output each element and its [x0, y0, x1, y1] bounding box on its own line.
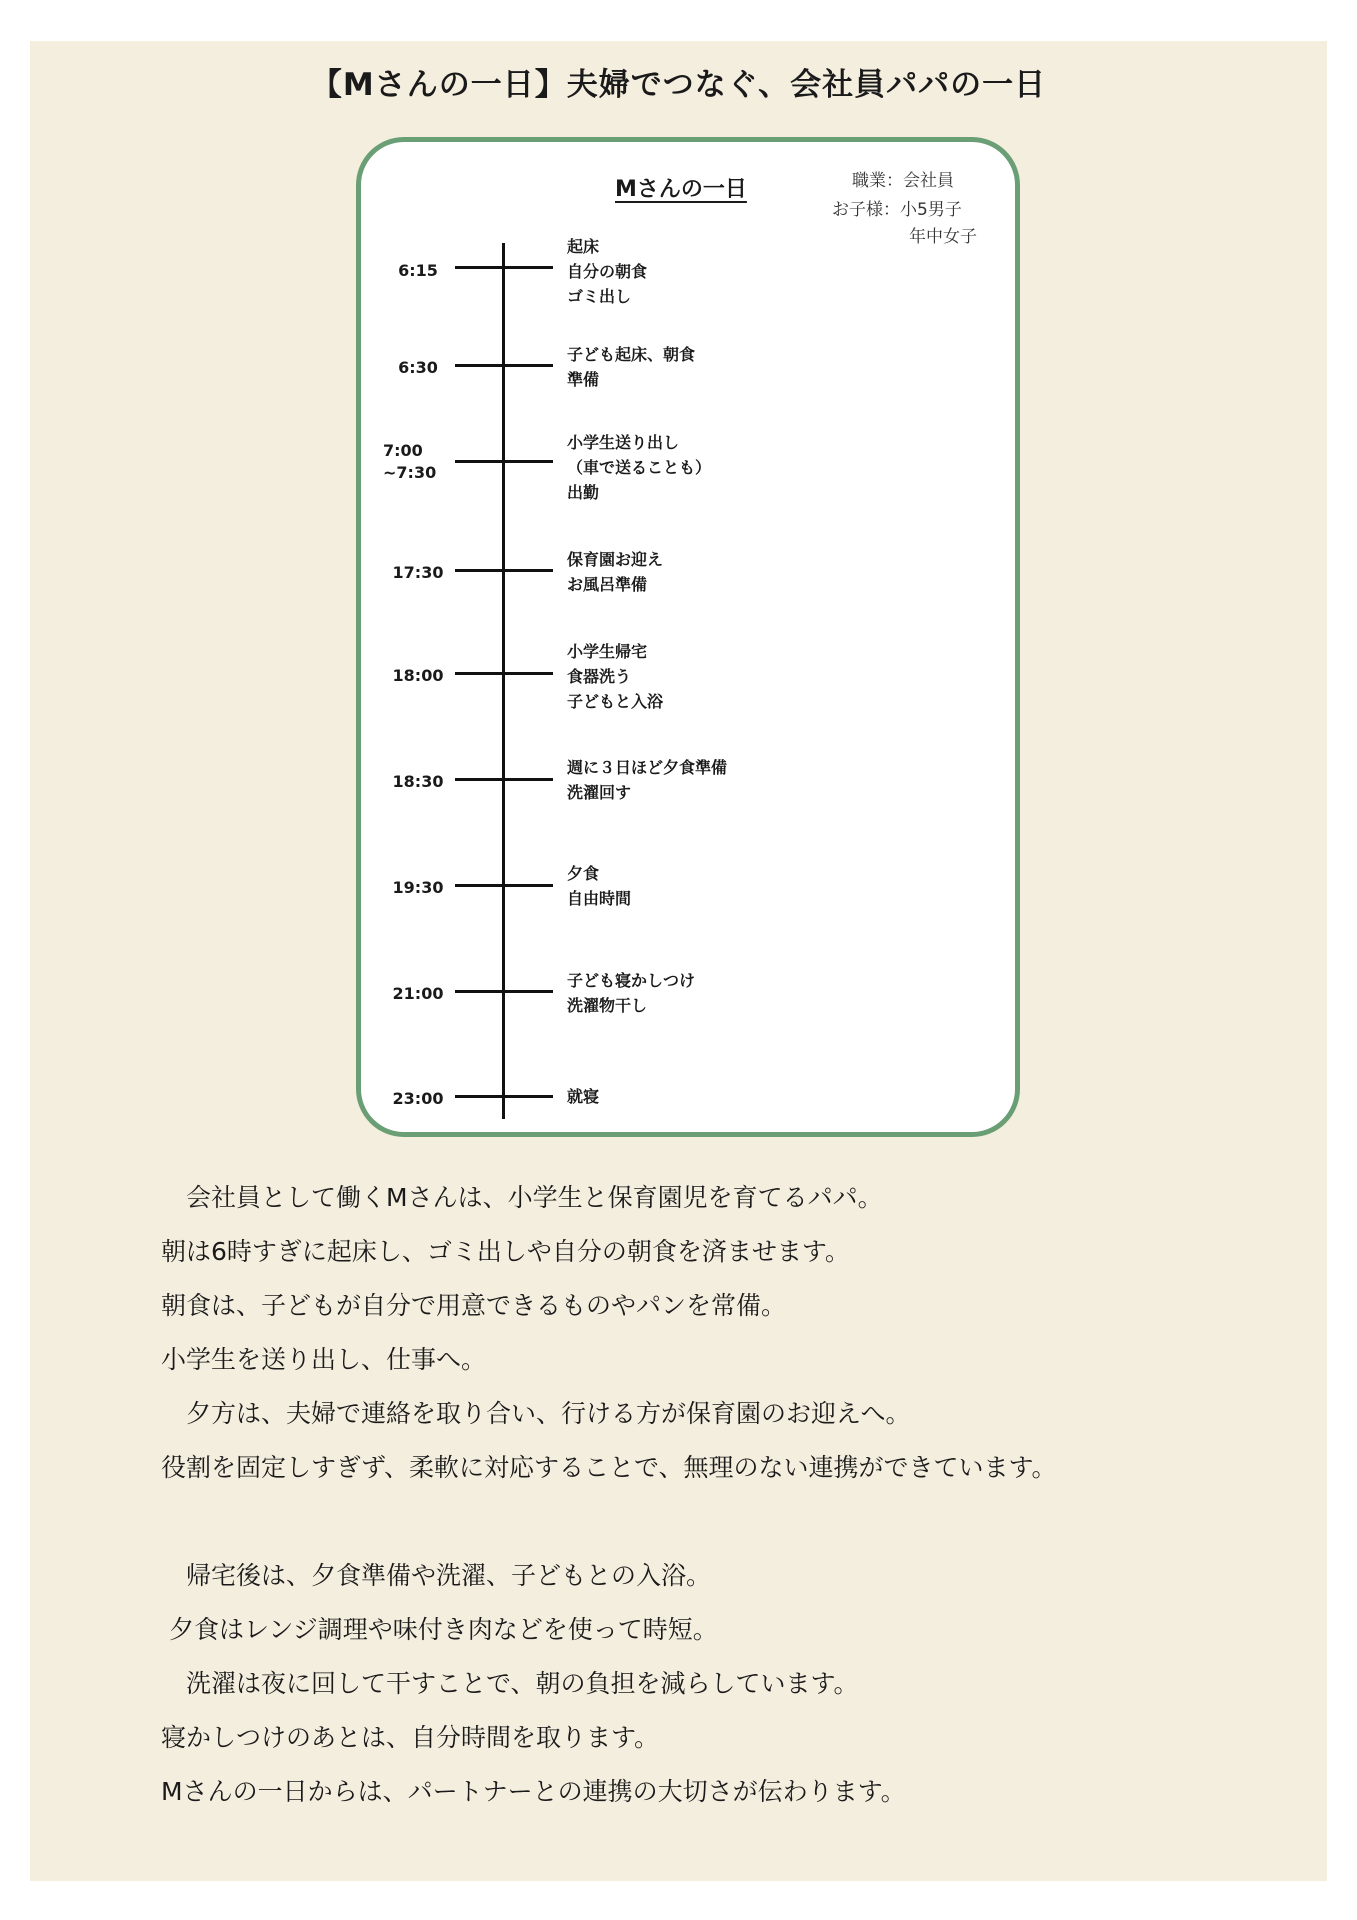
timeline-tick — [455, 364, 553, 367]
paragraph-line: 寝かしつけのあとは、自分時間を取ります。 — [161, 1723, 660, 1752]
timeline-tick — [455, 460, 553, 463]
children-label-2: 年中女子 — [909, 227, 977, 247]
page — [30, 41, 1327, 1881]
timeline-time: 18:30 — [392, 772, 444, 791]
paragraph-line: 朝食は、子どもが自分で用意できるものやパンを常備。 — [161, 1291, 787, 1320]
timeline-time: 6:15 — [398, 261, 438, 280]
timeline-activity: 小学生送り出し （車で送ることも） 出勤 — [567, 433, 712, 502]
paragraph-line: 小学生を送り出し、仕事へ。 — [161, 1345, 487, 1374]
paragraph-line: 夕方は、夫婦で連絡を取り合い、行ける方が保育園のお迎えへ。 — [161, 1399, 911, 1428]
timeline-activity: 保育園お迎え お風呂準備 — [567, 550, 664, 594]
timeline-activity: 子ども寝かしつけ 洗濯物干し — [567, 971, 696, 1015]
children-label: お子様：小5男子 — [832, 200, 962, 220]
timeline-tick — [455, 1095, 553, 1098]
page-title: 【Mさんの一日】夫婦でつなぐ、会社員パパの一日 — [310, 67, 1047, 103]
paragraph-line: Mさんの一日からは、パートナーとの連携の大切さが伝わります。 — [161, 1777, 906, 1806]
paragraph-line: 役割を固定しすぎず、柔軟に対応することで、無理のない連携ができています。 — [161, 1453, 1057, 1482]
paragraph-line: 夕食はレンジ調理や味付き肉などを使って時短。 — [161, 1615, 718, 1644]
timeline-time: 23:00 — [392, 1089, 444, 1108]
timeline-time: 7:00 ~7:30 — [383, 441, 437, 482]
schedule-card — [356, 137, 1020, 1137]
timeline-tick — [455, 569, 553, 572]
timeline-axis — [502, 243, 505, 1119]
timeline-time: 6:30 — [398, 358, 438, 377]
paragraph-line — [161, 1495, 1261, 1549]
timeline-time: 18:00 — [392, 666, 444, 685]
timeline-activity: 夕食 自由時間 — [567, 864, 632, 908]
timeline-activity: 週に３日ほど夕食準備 洗濯回す — [567, 758, 728, 802]
timeline-tick — [455, 266, 553, 269]
paragraph-line: 帰宅後は、夕食準備や洗濯、子どもとの入浴。 — [161, 1561, 712, 1590]
timeline-tick — [455, 884, 553, 887]
timeline-time: 19:30 — [392, 878, 444, 897]
timeline-activity: 小学生帰宅 食器洗う 子どもと入浴 — [567, 642, 664, 711]
paragraph-line: 朝は6時すぎに起床し、ゴミ出しや自分の朝食を済ませます。 — [161, 1237, 850, 1266]
timeline-activity: 起床 自分の朝食 ゴミ出し — [567, 237, 648, 306]
paragraph-line: 会社員として働くMさんは、小学生と保育園児を育てるパパ。 — [161, 1183, 883, 1212]
article-body — [161, 1171, 1261, 1819]
timeline-activity: 子ども起床、朝食 準備 — [567, 345, 696, 389]
timeline-activity: 就寝 — [567, 1087, 600, 1106]
timeline-tick — [455, 990, 553, 993]
timeline-tick — [455, 778, 553, 781]
paragraph-line: 洗濯は夜に回して干すことで、朝の負担を減らしています。 — [161, 1669, 859, 1698]
timeline-tick — [455, 672, 553, 675]
card-heading: Mさんの一日 — [615, 177, 747, 202]
timeline-time: 21:00 — [392, 984, 444, 1003]
job-label: 職業：会社員 — [852, 171, 954, 191]
timeline-time: 17:30 — [392, 563, 444, 582]
